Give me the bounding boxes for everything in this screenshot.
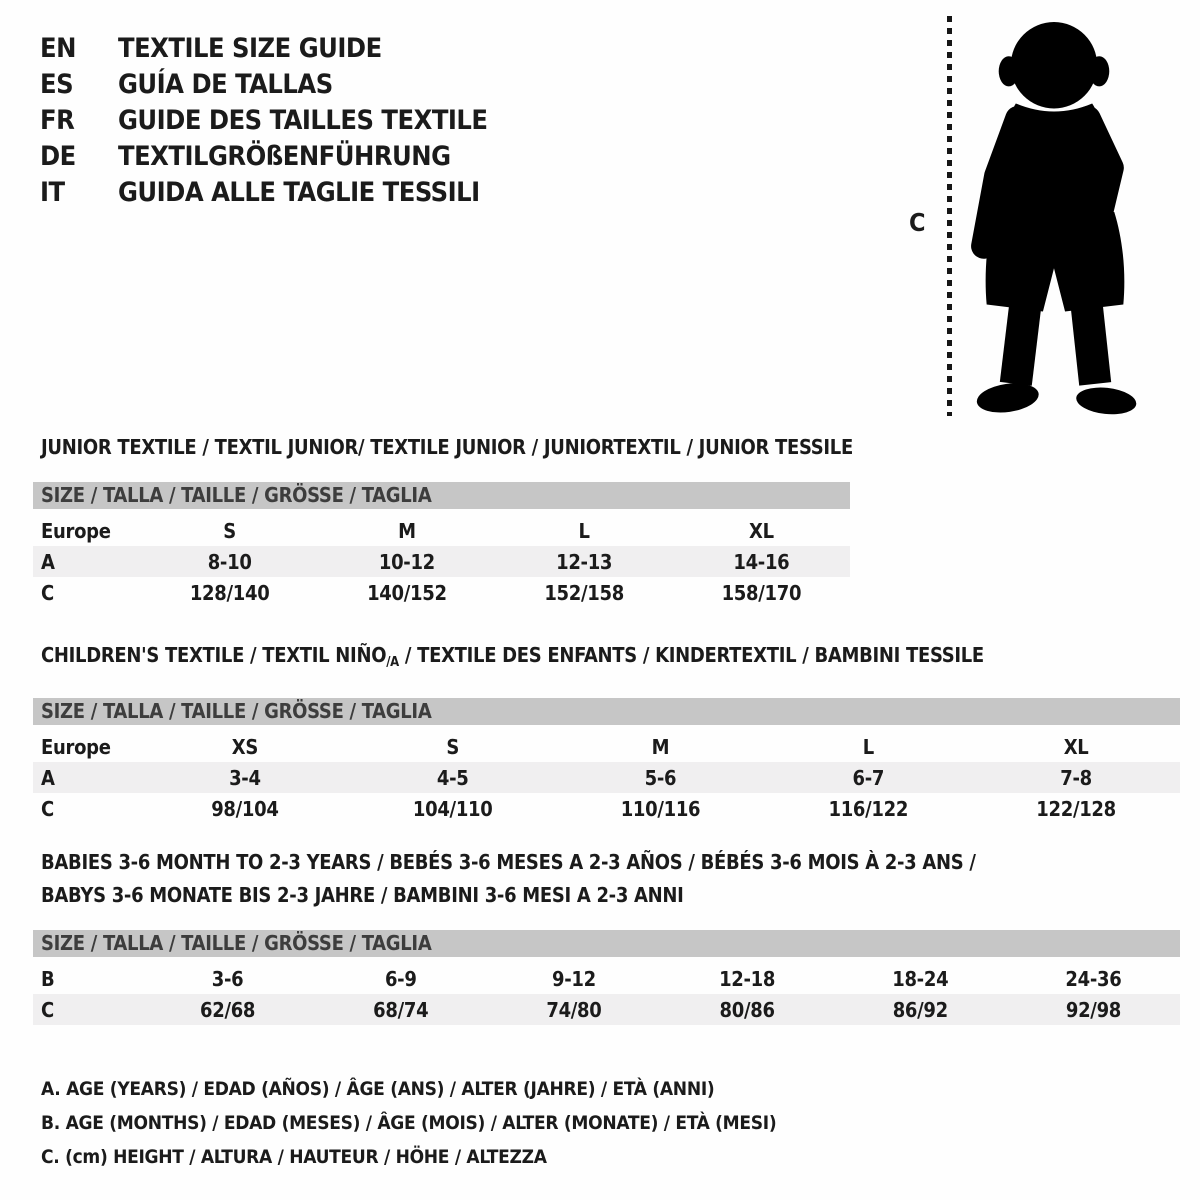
height-measure-label: C — [909, 208, 926, 237]
table-row — [33, 577, 850, 608]
section-babies-textile — [33, 852, 1180, 1025]
cell-value: 158/170 — [721, 580, 802, 605]
heading-subscript: /A — [386, 655, 399, 670]
cell-value: 12-18 — [719, 966, 776, 991]
section-heading — [41, 645, 1180, 673]
cell-value: 14-16 — [733, 549, 790, 574]
legend-line-c: C. (cm) HEIGHT / ALTURA / HAUTEUR / HÖHE / ALTEZZA — [41, 1146, 547, 1168]
table-row — [33, 762, 1180, 793]
baby-figure — [895, 8, 1185, 423]
language-row-es — [40, 66, 488, 102]
cell-value: 140/152 — [367, 580, 447, 605]
baby-silhouette-icon — [965, 15, 1147, 417]
cell-value: 92/98 — [1065, 997, 1122, 1022]
legend — [33, 1072, 776, 1174]
cell-value: 3-4 — [229, 765, 261, 790]
cell-value: 8-10 — [207, 549, 252, 574]
section-heading — [41, 852, 1180, 872]
children-size-table — [33, 731, 1180, 824]
cell-value: XL — [749, 518, 774, 543]
junior-size-table — [33, 515, 850, 608]
size-band: SIZE / TALLA / TAILLE / GRÖSSE / TAGLIA — [33, 698, 1180, 725]
language-code: FR — [40, 104, 75, 136]
language-row-en — [40, 30, 488, 66]
language-code: IT — [40, 176, 65, 208]
section-heading-text: JUNIOR TEXTILE / TEXTIL JUNIOR/ TEXTILE JUNIOR / JUNIORTEXTIL / JUNIOR TESSILE — [41, 435, 853, 459]
cell-value: 86/92 — [892, 997, 948, 1022]
cell-value: 7-8 — [1060, 765, 1092, 790]
language-row-it — [40, 174, 488, 210]
table-row — [33, 963, 1180, 994]
language-row-de — [40, 138, 488, 174]
legend-line-a: A. AGE (YEARS) / EDAD (AÑOS) / ÂGE (ANS) / ALTER (JAHRE) / ETÀ (ANNI) — [41, 1078, 715, 1100]
column-header-row — [33, 731, 1180, 762]
language-header — [40, 30, 488, 210]
cell-value: 24-36 — [1065, 966, 1122, 991]
cell-value: 110/116 — [620, 796, 701, 821]
cell-value: 98/104 — [211, 796, 279, 821]
cell-value: 116/122 — [828, 796, 909, 821]
language-code: ES — [40, 68, 74, 100]
cell-value: 122/128 — [1036, 796, 1116, 821]
size-band: SIZE / TALLA / TAILLE / GRÖSSE / TAGLIA — [33, 482, 850, 509]
cell-value: 104/110 — [412, 796, 493, 821]
guide-title-fr: GUIDE DES TAILLES TEXTILE — [118, 104, 488, 136]
section-junior-textile — [33, 435, 853, 608]
cell-value: M — [651, 734, 670, 759]
guide-title-de: TEXTILGRÖßENFÜHRUNG — [118, 140, 451, 172]
table-row — [33, 546, 850, 577]
cell-value: L — [862, 734, 874, 759]
row-label: A — [41, 549, 55, 574]
cell-value: 80/86 — [719, 997, 775, 1022]
guide-title-es: GUÍA DE TALLAS — [118, 68, 333, 100]
row-label: B — [41, 966, 55, 991]
row-label: C — [41, 796, 54, 821]
cell-value: 128/140 — [189, 580, 270, 605]
cell-value: 10-12 — [378, 549, 435, 574]
cell-value: 62/68 — [200, 997, 256, 1022]
cell-value: 9-12 — [552, 966, 596, 991]
column-header-row — [33, 515, 850, 546]
section-heading-line1: BABIES 3-6 MONTH TO 2-3 YEARS / BEBÉS 3-6 MESES A 2-3 AÑOS / BÉBÉS 3-6 MOIS À 2-3 ANS / — [41, 850, 976, 874]
language-code: EN — [40, 32, 76, 64]
cell-value: 68/74 — [373, 997, 429, 1022]
language-code: DE — [40, 140, 76, 172]
cell-value: 5-6 — [644, 765, 677, 790]
babies-size-table — [33, 963, 1180, 1025]
language-row-fr — [40, 102, 488, 138]
cell-value: 12-13 — [556, 549, 613, 574]
cell-value: 152/158 — [544, 580, 624, 605]
row-label: Europe — [41, 518, 111, 543]
height-measure-line — [947, 16, 952, 416]
section-heading — [41, 435, 853, 459]
cell-value: 4-5 — [436, 765, 469, 790]
section-children-textile — [33, 645, 1180, 824]
table-row — [33, 793, 1180, 824]
cell-value: 74/80 — [546, 997, 602, 1022]
cell-value: XS — [231, 734, 259, 759]
row-label: Europe — [41, 734, 111, 759]
guide-title-it: GUIDA ALLE TAGLIE TESSILI — [118, 176, 480, 208]
cell-value: 6-9 — [384, 966, 417, 991]
table-row — [33, 994, 1180, 1025]
row-label: A — [41, 765, 55, 790]
size-band: SIZE / TALLA / TAILLE / GRÖSSE / TAGLIA — [33, 930, 1180, 957]
section-heading-text: / TEXTILE DES ENFANTS / KINDERTEXTIL / BAMBINI TESSILE — [398, 643, 984, 667]
cell-value: L — [578, 518, 590, 543]
row-label: C — [41, 580, 54, 605]
guide-title-en: TEXTILE SIZE GUIDE — [118, 32, 382, 64]
cell-value: S — [446, 734, 460, 759]
cell-value: 6-7 — [852, 765, 885, 790]
cell-value: XL — [1063, 734, 1089, 759]
legend-line-b: B. AGE (MONTHS) / EDAD (MESES) / ÂGE (MOIS) / ALTER (MONATE) / ETÀ (MESI) — [41, 1112, 777, 1134]
cell-value: M — [398, 518, 416, 543]
section-heading — [41, 885, 1180, 905]
cell-value: 18-24 — [892, 966, 949, 991]
section-heading-text: CHILDREN'S TEXTILE / TEXTIL NIÑO — [41, 643, 387, 667]
cell-value: 3-6 — [211, 966, 244, 991]
section-heading-line2: BABYS 3-6 MONATE BIS 2-3 JAHRE / BAMBINI 3-6 MESI A 2-3 ANNI — [41, 883, 684, 907]
row-label: C — [41, 997, 54, 1022]
cell-value: S — [223, 518, 236, 543]
